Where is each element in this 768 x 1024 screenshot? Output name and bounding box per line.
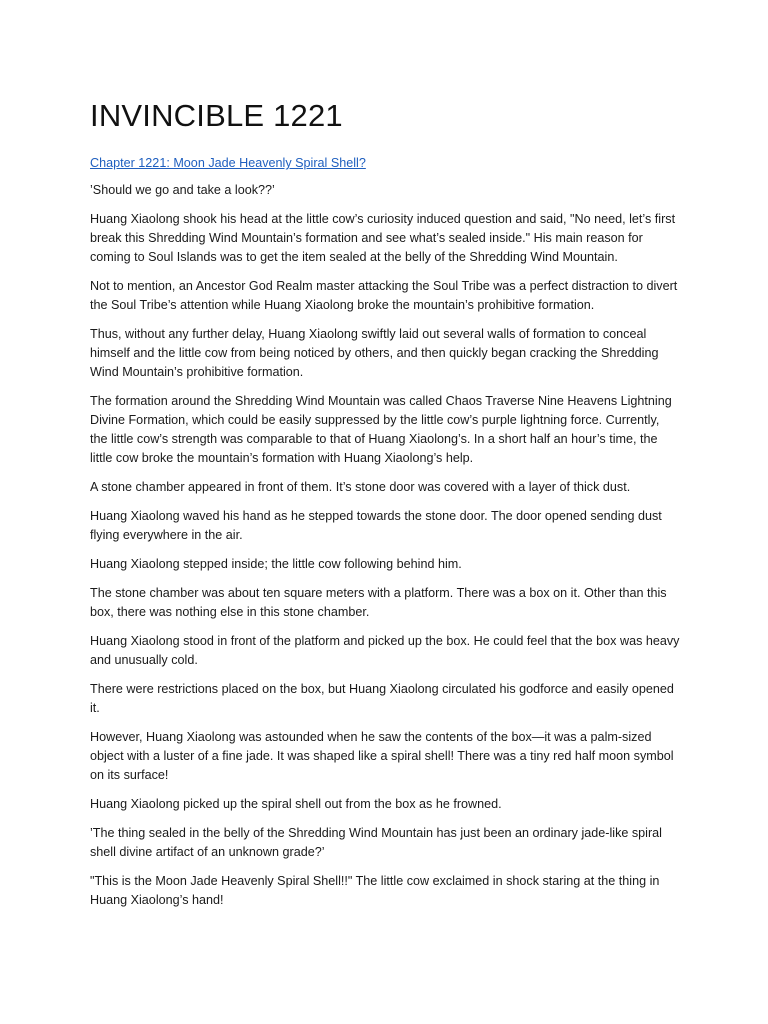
paragraph-6: A stone chamber appeared in front of them. It’s stone door was covered with a layer of thick dust. xyxy=(90,480,631,494)
paragraph-8: Huang Xiaolong stepped inside; the little cow following behind him. xyxy=(90,557,462,571)
paragraph-11: There were restrictions placed on the box, but Huang Xiaolong circulated his godforce and easily opened it. xyxy=(90,682,674,715)
paragraph-2: Huang Xiaolong shook his head at the little cow’s curiosity induced question and said, "No need, let’s first break this Shredding Wind Mountain’s formation and see what’s sealed inside." His main reason for coming to Soul Islands was to get the item sealed at the belly of the Shredding Wind Mountain. xyxy=(90,212,676,264)
paragraph-7: Huang Xiaolong waved his hand as he stepped towards the stone door. The door opened sending dust flying everywhere in the air. xyxy=(90,509,662,542)
paragraph-1: ’Should we go and take a look??’ xyxy=(90,183,275,197)
paragraph-15: "This is the Moon Jade Heavenly Spiral Shell!!" The little cow exclaimed in shock staring at the thing in Huang Xiaolong’s hand! xyxy=(90,874,660,907)
paragraph-10: Huang Xiaolong stood in front of the platform and picked up the box. He could feel that the box was heavy and unusually cold. xyxy=(90,634,680,667)
paragraph-9: The stone chamber was about ten square meters with a platform. There was a box on it. Other than this box, there was nothing else in this stone chamber. xyxy=(90,586,667,619)
paragraph-3: Not to mention, an Ancestor God Realm master attacking the Soul Tribe was a perfect distraction to divert the Soul Tribe’s attention while Huang Xiaolong broke the mountain’s prohibitive formation. xyxy=(90,279,678,312)
paragraph-12: However, Huang Xiaolong was astounded when he saw the contents of the box—it was a palm-sized object with a luster of a fine jade. It was shaped like a spiral shell! There was a tiny red half moon symbol on its surface! xyxy=(90,730,674,782)
document-title: INVINCIBLE 1221 xyxy=(90,98,343,133)
paragraph-14: ’The thing sealed in the belly of the Shredding Wind Mountain has just been an ordinary jade-like spiral shell divine artifact of an unknown grade?’ xyxy=(90,826,662,859)
document-page xyxy=(90,96,680,920)
paragraph-13: Huang Xiaolong picked up the spiral shell out from the box as he frowned. xyxy=(90,797,502,811)
paragraph-4: Thus, without any further delay, Huang Xiaolong swiftly laid out several walls of formation to conceal himself and the little cow from being noticed by others, and then quickly began cracking the Shredding Wind Mountain’s prohibitive formation. xyxy=(90,327,659,379)
paragraph-5: The formation around the Shredding Wind Mountain was called Chaos Traverse Nine Heavens Lightning Divine Formation, which could be easily suppressed by the little cow’s purple lightning force. Currently, the little cow’s strength was comparable to that of Huang Xiaolong’s. In a short half an hour’s time, the little cow broke the mountain’s formation with Huang Xiaolong’s help. xyxy=(90,394,672,465)
chapter-link[interactable]: Chapter 1221: Moon Jade Heavenly Spiral Shell? xyxy=(90,156,366,170)
